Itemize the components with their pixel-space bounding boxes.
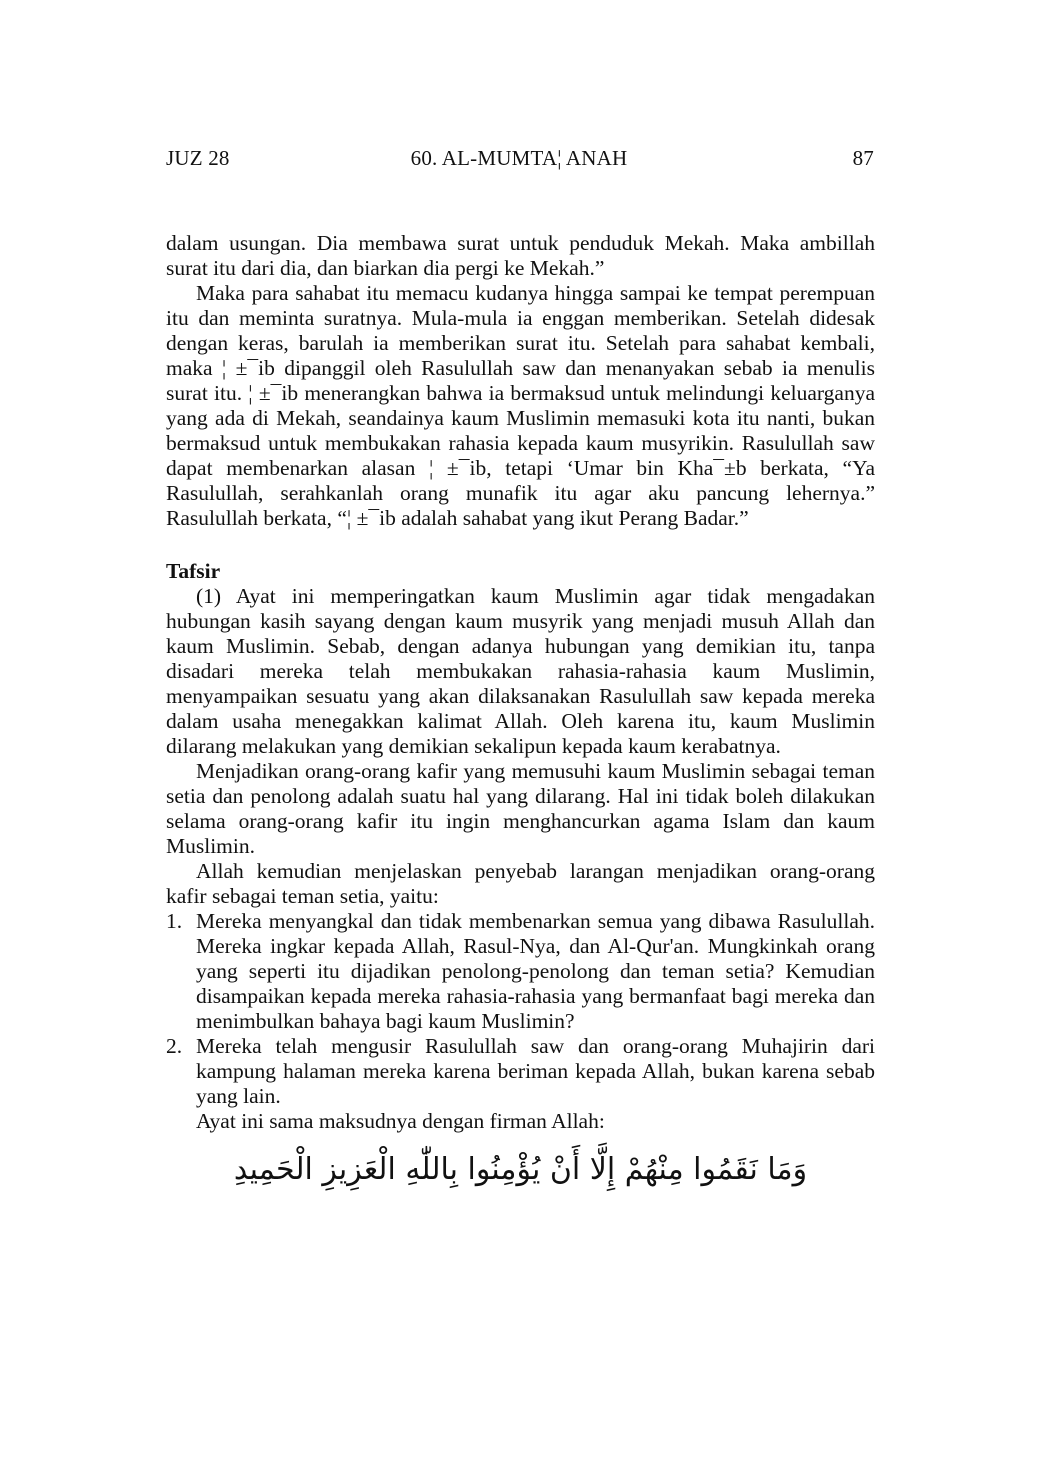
reasons-list	[166, 909, 875, 1109]
list-item-text: Mereka telah mengusir Rasulullah saw dan orang-orang Muhajirin dari kampung halaman mereka karena beriman kepada Allah, bukan karena sebab yang lain.	[196, 1034, 875, 1108]
list-item-number: 2.	[166, 1034, 183, 1058]
list-item	[166, 1034, 875, 1109]
page-number: 87	[852, 146, 874, 170]
body-text	[166, 231, 875, 1200]
paragraph-story: Maka para sahabat itu memacu kudanya hingga sampai ke tempat perempuan itu dan meminta suratnya. Mula-mula ia enggan memberikan. Setelah didesak dengan keras, barulah ia memberikan surat itu. Setelah para sahabat kembali, maka ¦ ±¯ib dipanggil oleh Rasulullah saw dan menanyakan sebab ia menulis surat itu. ¦ ±¯ib menerangkan bahwa ia bermaksud untuk melindungi keluarganya yang ada di Mekah, seandainya kaum Muslimin memasuki kota itu nanti, bukan bermaksud untuk membukakan rahasia kepada kaum musyrikin. Rasulullah saw dapat membenarkan alasan ¦ ±¯ib, tetapi ‘Umar bin Kha¯±b berkata, “Ya Rasulullah, serahkanlah orang munafik itu agar aku pancung lehernya.” Rasulullah berkata, “¦ ±¯ib adalah sahabat yang ikut Perang Badar.”	[166, 281, 875, 530]
section-heading-tafsir: Tafsir	[166, 559, 221, 583]
paragraph-continued: dalam usungan. Dia membawa surat untuk penduduk Mekah. Maka ambillah surat itu dari dia, dan biarkan dia pergi ke Mekah.”	[166, 231, 875, 280]
list-item-text: Mereka menyangkal dan tidak membenarkan semua yang dibawa Rasulullah. Mereka ingkar kepada Allah, Rasul-Nya, dan Al-Qur'an. Mungkinkah orang yang seperti itu dijadikan penolong-penolong dan teman setia? Kemudian disampaikan kepada mereka rahasia-rahasia yang bermanfaat bagi mereka dan menimbulkan bahaya bagi kaum Muslimin?	[196, 909, 875, 1033]
list-item-number: 1.	[166, 909, 183, 933]
header-juz: JUZ 28	[166, 146, 230, 170]
paragraph-tafsir-1: (1) Ayat ini memperingatkan kaum Muslimin agar tidak mengadakan hubungan kasih sayang dengan kaum musyrik yang menjadi musuh Allah dan kaum Muslimin. Sebab, dengan adanya hubungan yang demikian itu, tanpa disadari mereka telah membukakan rahasia-rahasia kaum Muslimin, menyampaikan sesuatu yang akan dilaksanakan Rasulullah saw kepada mereka dalam usaha menegakkan kalimat Allah. Oleh karena itu, kaum Muslimin dilarang melakukan yang demikian sekalipun kepada kaum kerabatnya.	[166, 584, 875, 758]
paragraph-tafsir-3: Allah kemudian menjelaskan penyebab larangan menjadikan orang-orang kafir sebagai teman setia, yaitu:	[166, 859, 875, 908]
list-item	[166, 909, 875, 1034]
header-surah-title: 60. AL-MUMTA¦ ANAH	[410, 146, 628, 170]
arabic-verse: وَمَا نَقَمُوا مِنْهُمْ إِلَّا أَنْ يُؤْمِنُوا بِاللّٰهِ الْعَزِيزِ الْحَمِيدِ	[233, 1152, 808, 1187]
paragraph-closing: Ayat ini sama maksudnya dengan firman Allah:	[196, 1109, 605, 1133]
paragraph-tafsir-2: Menjadikan orang-orang kafir yang memusuhi kaum Muslimin sebagai teman setia dan penolong adalah suatu hal yang dilarang. Hal ini tidak boleh dilakukan selama orang-orang kafir itu ingin menghancurkan agama Islam dan kaum Muslimin.	[166, 759, 875, 858]
